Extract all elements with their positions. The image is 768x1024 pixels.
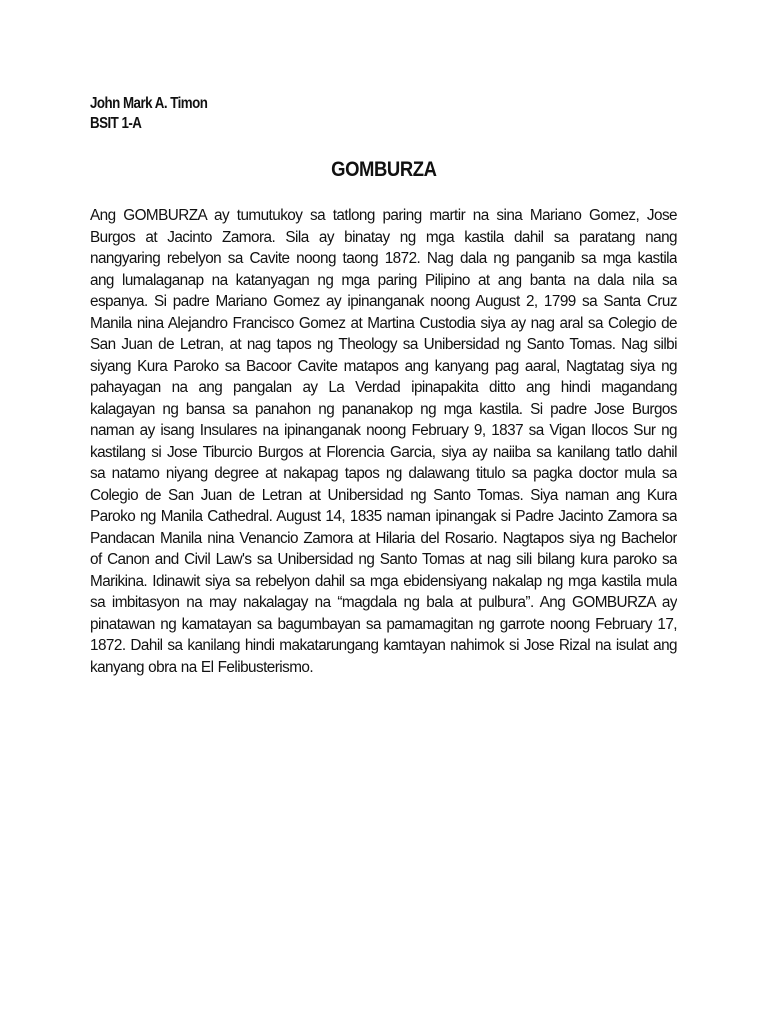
paragraph-line: naman ay isang Insulares na ipinanganak noong February 9, 1837 sa Vigan Ilocos Sur ng bbox=[90, 422, 677, 439]
paragraph-line: sa imbitasyon na may nakalagay na “magdala ng bala at pulbura”. Ang GOMBURZA ay bbox=[90, 594, 677, 611]
paragraph-line: Colegio de San Juan de Letran at Unibersidad ng Santo Tomas. Siya naman ang Kura bbox=[90, 486, 677, 504]
paragraph-line: sa natamo niyang degree at nakapag tapos ng dalawang titulo sa pagka doctor mula sa bbox=[90, 465, 677, 482]
paragraph-line: nangyaring rebelyon sa Cavite noong taong 1872. Nag dala ng panganib sa mga kastila bbox=[90, 250, 677, 267]
paragraph-line: San Juan de Letran, at nag tapos ng Theology sa Unibersidad ng Santo Tomas. Nag silbi bbox=[90, 336, 677, 353]
paragraph-line: pahayagan na ang pangalan ay La Verdad ipinapakita ditto ang hindi magandang bbox=[90, 379, 677, 396]
essay-paragraph bbox=[90, 205, 677, 678]
class-section: BSIT 1-A bbox=[90, 115, 142, 132]
paragraph-line: 1872. Dahil sa kanilang hindi makatarungang kamtayan nahimok si Jose Rizal na isulat ang bbox=[90, 637, 677, 654]
page-title-text: GOMBURZA bbox=[331, 158, 437, 181]
paragraph-line: Ang GOMBURZA ay tumutukoy sa tatlong paring martir na sina Mariano Gomez, Jose bbox=[90, 207, 677, 224]
paragraph-line: ang lumalaganap na katanyagan ng mga paring Pilipino at ang banta na dala nila sa bbox=[90, 271, 677, 289]
page-title bbox=[0, 158, 768, 182]
paragraph-line: Burgos at Jacinto Zamora. Sila ay binatay ng mga kastila dahil sa paratang nang bbox=[90, 228, 677, 246]
paragraph-line: Paroko ng Manila Cathedral. August 14, 1835 naman ipinangak si Padre Jacinto Zamora sa bbox=[90, 508, 677, 525]
paragraph-line: kastilang si Jose Tiburcio Burgos at Florencia Garcia, siya ay naiiba sa kanilang tatlo dahil bbox=[90, 443, 677, 461]
paragraph-line: siyang Kura Paroko sa Bacoor Cavite matapos ang kanyang pag aaral, Nagtatag siya ng bbox=[90, 357, 677, 375]
paragraph-line: Manila nina Alejandro Francisco Gomez at Martina Custodia siya ay nag aral sa Colegio de bbox=[90, 314, 677, 332]
author-name: John Mark A. Timon bbox=[90, 95, 208, 112]
paragraph-line: Pandacan Manila nina Venancio Zamora at Hilaria del Rosario. Nagtapos siya ng Bachelor bbox=[90, 529, 677, 547]
paragraph-line: espanya. Si padre Mariano Gomez ay ipinanganak noong August 2, 1799 sa Santa Cruz bbox=[90, 293, 677, 310]
paragraph-line: kalagayan ng bansa sa panahon ng pananakop ng mga kastila. Si padre Jose Burgos bbox=[90, 400, 677, 418]
document-header bbox=[90, 94, 226, 134]
paragraph-line: Marikina. Idinawit siya sa rebelyon dahil sa mga ebidensiyang nakalap ng mga kastila mula bbox=[90, 572, 677, 590]
paragraph-line: pinatawan ng kamatayan sa bagumbayan sa pamamagitan ng garrote noong February 17, bbox=[90, 615, 677, 633]
paragraph-line-last: kanyang obra na El Felibusterismo. bbox=[90, 658, 314, 676]
paragraph-line: of Canon and Civil Law's sa Unibersidad ng Santo Tomas at nag sili bilang kura paroko sa bbox=[90, 551, 677, 568]
